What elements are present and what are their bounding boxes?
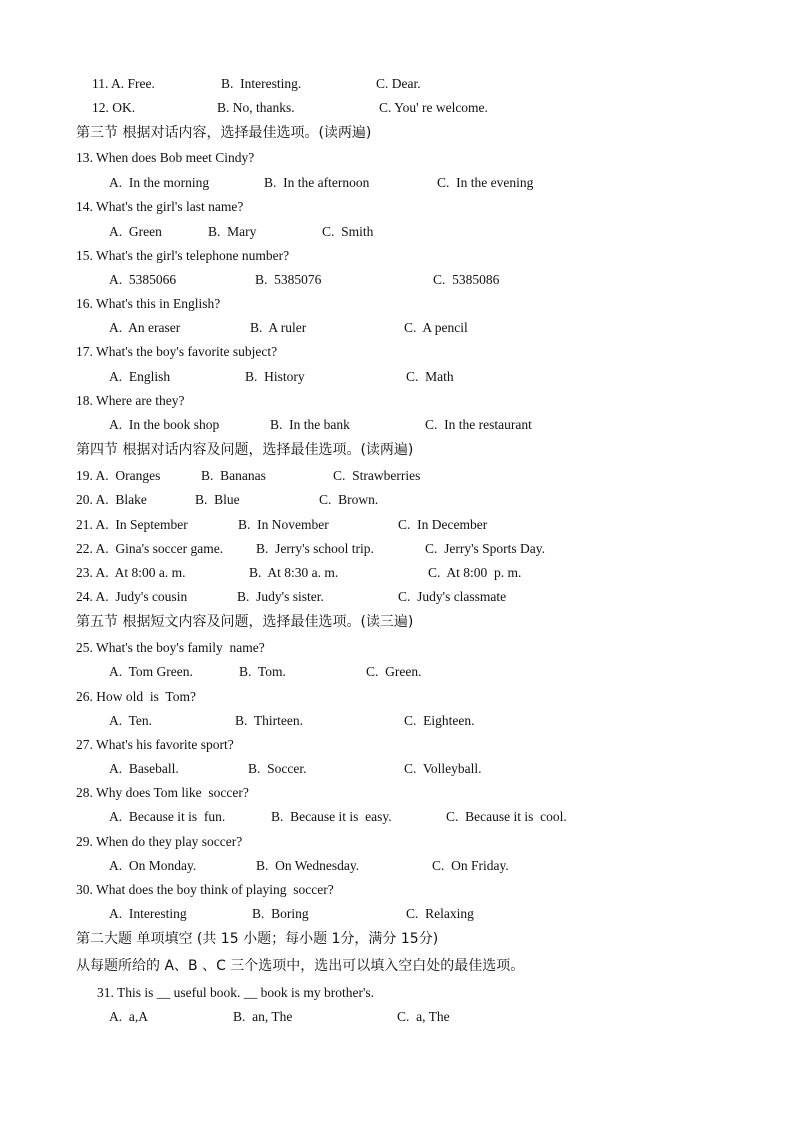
options-17 xyxy=(0,366,793,388)
option-a: 20. A. Blake xyxy=(76,492,147,507)
option-b: B. No, thanks. xyxy=(217,100,295,115)
option-b: B. A ruler xyxy=(250,320,307,335)
question-27: 27. What's his favorite sport? xyxy=(76,737,234,752)
option-a: A. English xyxy=(109,369,171,384)
part-2-instructions: 从每题所给的 A、B 、C 三个选项中，选出可以填入空白处的最佳选项。 xyxy=(76,958,525,974)
question-14: 14. What's the girl's last name? xyxy=(76,199,244,214)
option-b: B. In the bank xyxy=(270,417,350,432)
option-c: C. At 8:00 p. m. xyxy=(428,565,522,580)
options-29 xyxy=(0,855,793,877)
question-17: 17. What's the boy's favorite subject? xyxy=(76,344,278,359)
option-a: 12. OK. xyxy=(92,100,136,115)
options-26 xyxy=(0,710,793,732)
answer-row-12 xyxy=(0,97,793,119)
option-a: A. Tom Green. xyxy=(109,664,193,679)
option-a: A. Because it is fun. xyxy=(109,809,226,824)
options-28 xyxy=(0,806,793,828)
option-c: C. In December xyxy=(398,517,488,532)
option-c: C. a, The xyxy=(397,1009,450,1024)
option-b: B. Thirteen. xyxy=(235,713,303,728)
option-a: A. In the morning xyxy=(109,175,210,190)
options-16 xyxy=(0,317,793,339)
option-c: C. 5385086 xyxy=(433,272,500,287)
option-a: A. Green xyxy=(109,224,162,239)
answer-row-23 xyxy=(0,562,793,584)
question-15: 15. What's the girl's telephone number? xyxy=(76,248,290,263)
option-a: 21. A. In September xyxy=(76,517,188,532)
option-c: C. Dear. xyxy=(376,76,421,91)
option-b: B. In the afternoon xyxy=(264,175,370,190)
option-c: C. In the evening xyxy=(437,175,534,190)
question-29: 29. When do they play soccer? xyxy=(76,834,243,849)
question-18: 18. Where are they? xyxy=(76,393,185,408)
options-15 xyxy=(0,269,793,291)
section-5-heading: 第五节 根据短文内容及问题，选择最佳选项。(读三遍) xyxy=(76,614,414,630)
question-30: 30. What does the boy think of playing soccer? xyxy=(76,882,334,897)
answer-row-20 xyxy=(0,489,793,511)
option-b: B. Interesting. xyxy=(221,76,302,91)
option-a: 19. A. Oranges xyxy=(76,468,161,483)
option-a: A. On Monday. xyxy=(109,858,197,873)
answer-row-24 xyxy=(0,586,793,608)
question-31: 31. This is __ useful book. __ book is my brother's. xyxy=(97,985,375,1000)
option-b: B. Soccer. xyxy=(248,761,307,776)
option-c: C. Judy's classmate xyxy=(398,589,507,604)
option-c: C. Volleyball. xyxy=(404,761,482,776)
option-a: 23. A. At 8:00 a. m. xyxy=(76,565,186,580)
option-b: B. On Wednesday. xyxy=(256,858,360,873)
options-14 xyxy=(0,221,793,243)
options-31 xyxy=(0,1006,793,1028)
option-b: B. Bananas xyxy=(201,468,266,483)
options-27 xyxy=(0,758,793,780)
options-30 xyxy=(0,903,793,925)
option-a: A. An eraser xyxy=(109,320,181,335)
option-a: 11. A. Free. xyxy=(92,76,155,91)
option-b: B. an, The xyxy=(233,1009,293,1024)
option-b: B. At 8:30 a. m. xyxy=(249,565,339,580)
option-b: B. Jerry's school trip. xyxy=(256,541,374,556)
section-4-heading: 第四节 根据对话内容及问题，选择最佳选项。(读两遍) xyxy=(76,442,414,458)
option-c: C. You' re welcome. xyxy=(379,100,488,115)
answer-row-22 xyxy=(0,538,793,560)
option-c: C. Smith xyxy=(322,224,374,239)
option-a: A. Baseball. xyxy=(109,761,179,776)
option-c: C. Because it is cool. xyxy=(446,809,567,824)
option-a: 22. A. Gina's soccer game. xyxy=(76,541,224,556)
options-25 xyxy=(0,661,793,683)
question-28: 28. Why does Tom like soccer? xyxy=(76,785,249,800)
option-c: C. In the restaurant xyxy=(425,417,532,432)
option-a: A. a,A xyxy=(109,1009,148,1024)
option-a: A. Interesting xyxy=(109,906,187,921)
option-b: B. Because it is easy. xyxy=(271,809,392,824)
option-c: C. Strawberries xyxy=(333,468,421,483)
part-2-heading: 第二大题 单项填空 (共 15 小题；每小题 1分，满分 15分) xyxy=(76,931,439,947)
option-b: B. Blue xyxy=(195,492,240,507)
option-c: C. Eighteen. xyxy=(404,713,475,728)
option-b: B. Boring xyxy=(252,906,309,921)
option-c: C. Math xyxy=(406,369,454,384)
option-a: A. 5385066 xyxy=(109,272,177,287)
option-b: B. In November xyxy=(238,517,329,532)
question-13: 13. When does Bob meet Cindy? xyxy=(76,150,255,165)
option-c: C. On Friday. xyxy=(432,858,509,873)
question-16: 16. What's this in English? xyxy=(76,296,221,311)
option-b: B. History xyxy=(245,369,305,384)
question-25: 25. What's the boy's family name? xyxy=(76,640,265,655)
option-c: C. Relaxing xyxy=(406,906,474,921)
option-b: B. Tom. xyxy=(239,664,286,679)
option-b: B. Judy's sister. xyxy=(237,589,324,604)
section-3-heading: 第三节 根据对话内容，选择最佳选项。(读两遍) xyxy=(76,125,372,141)
question-26: 26. How old is Tom? xyxy=(76,689,196,704)
option-c: C. Green. xyxy=(366,664,422,679)
option-a: A. In the book shop xyxy=(109,417,220,432)
answer-row-19 xyxy=(0,465,793,487)
answer-row-11 xyxy=(0,73,793,95)
option-b: B. Mary xyxy=(208,224,257,239)
option-a: A. Ten. xyxy=(109,713,153,728)
option-c: C. Brown. xyxy=(319,492,379,507)
option-a: 24. A. Judy's cousin xyxy=(76,589,188,604)
option-b: B. 5385076 xyxy=(255,272,322,287)
option-c: C. Jerry's Sports Day. xyxy=(425,541,546,556)
answer-row-21 xyxy=(0,514,793,536)
options-13 xyxy=(0,172,793,194)
option-c: C. A pencil xyxy=(404,320,468,335)
options-18 xyxy=(0,414,793,436)
